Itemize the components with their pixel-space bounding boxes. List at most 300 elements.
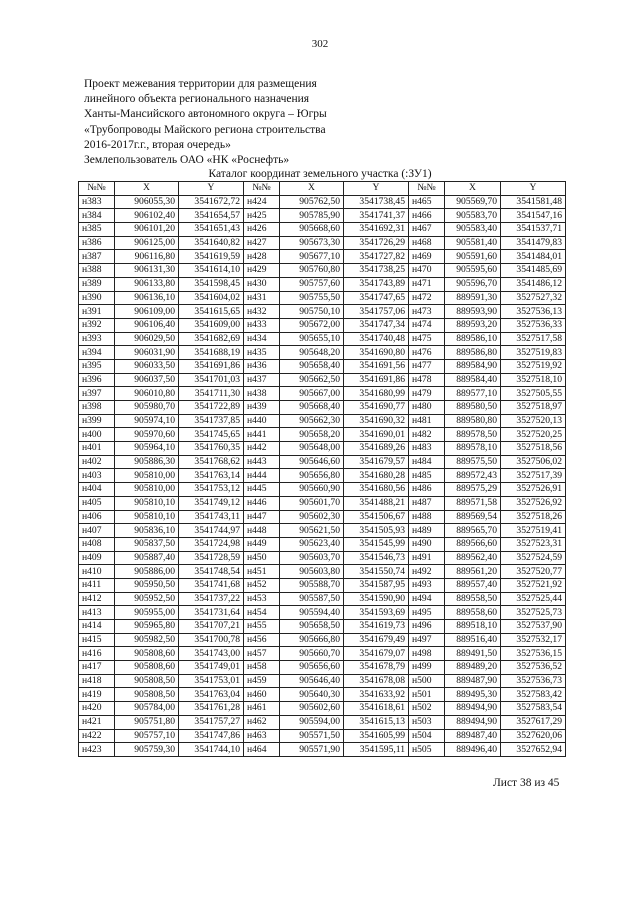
table-row xyxy=(79,647,566,661)
y-coordinate-cell: 3541761,28 xyxy=(179,702,244,716)
table-row xyxy=(79,277,566,291)
x-coordinate-cell: 905581,40 xyxy=(445,236,501,250)
table-row xyxy=(79,455,566,469)
point-id-cell: н480 xyxy=(409,401,445,415)
y-coordinate-cell: 3527536,13 xyxy=(501,305,566,319)
point-id-cell: н452 xyxy=(244,578,280,592)
point-id-cell: н433 xyxy=(244,318,280,332)
point-id-cell: н383 xyxy=(79,195,115,209)
table-row xyxy=(79,401,566,415)
point-id-cell: н430 xyxy=(244,277,280,291)
x-coordinate-cell: 906133,80 xyxy=(115,277,179,291)
point-id-cell: н432 xyxy=(244,305,280,319)
column-header: Y xyxy=(344,182,409,196)
y-coordinate-cell: 3541690,77 xyxy=(344,401,409,415)
point-id-cell: н475 xyxy=(409,332,445,346)
x-coordinate-cell: 889571,58 xyxy=(445,496,501,510)
y-coordinate-cell: 3541690,01 xyxy=(344,428,409,442)
point-id-cell: н402 xyxy=(79,455,115,469)
y-coordinate-cell: 3541688,19 xyxy=(179,346,244,360)
y-coordinate-cell: 3541691,86 xyxy=(344,373,409,387)
point-id-cell: н436 xyxy=(244,359,280,373)
y-coordinate-cell: 3527536,33 xyxy=(501,318,566,332)
table-row xyxy=(79,524,566,538)
x-coordinate-cell: 905974,10 xyxy=(115,414,179,428)
x-coordinate-cell: 889580,50 xyxy=(445,401,501,415)
x-coordinate-cell: 905760,80 xyxy=(280,264,344,278)
y-coordinate-cell: 3527517,39 xyxy=(501,469,566,483)
point-id-cell: н501 xyxy=(409,688,445,702)
table-row xyxy=(79,332,566,346)
y-coordinate-cell: 3541763,04 xyxy=(179,688,244,702)
point-id-cell: н388 xyxy=(79,264,115,278)
y-coordinate-cell: 3541690,80 xyxy=(344,346,409,360)
y-coordinate-cell: 3541757,06 xyxy=(344,305,409,319)
point-id-cell: н440 xyxy=(244,414,280,428)
y-coordinate-cell: 3541747,34 xyxy=(344,318,409,332)
x-coordinate-cell: 905648,00 xyxy=(280,442,344,456)
point-id-cell: н409 xyxy=(79,551,115,565)
x-coordinate-cell: 905755,50 xyxy=(280,291,344,305)
y-coordinate-cell: 3541700,78 xyxy=(179,633,244,647)
table-row xyxy=(79,359,566,373)
point-id-cell: н434 xyxy=(244,332,280,346)
y-coordinate-cell: 3527521,92 xyxy=(501,578,566,592)
x-coordinate-cell: 889487,90 xyxy=(445,674,501,688)
point-id-cell: н469 xyxy=(409,250,445,264)
x-coordinate-cell: 905603,80 xyxy=(280,565,344,579)
table-row xyxy=(79,606,566,620)
y-coordinate-cell: 3541654,57 xyxy=(179,209,244,223)
point-id-cell: н446 xyxy=(244,496,280,510)
point-id-cell: н411 xyxy=(79,578,115,592)
x-coordinate-cell: 906037,50 xyxy=(115,373,179,387)
y-coordinate-cell: 3541748,54 xyxy=(179,565,244,579)
x-coordinate-cell: 889578,10 xyxy=(445,442,501,456)
x-coordinate-cell: 889558,60 xyxy=(445,606,501,620)
point-id-cell: н466 xyxy=(409,209,445,223)
point-id-cell: н503 xyxy=(409,715,445,729)
point-id-cell: н492 xyxy=(409,565,445,579)
x-coordinate-cell: 905595,60 xyxy=(445,264,501,278)
point-id-cell: н453 xyxy=(244,592,280,606)
x-coordinate-cell: 905583,70 xyxy=(445,209,501,223)
x-coordinate-cell: 905667,00 xyxy=(280,387,344,401)
point-id-cell: н408 xyxy=(79,537,115,551)
point-id-cell: н384 xyxy=(79,209,115,223)
y-coordinate-cell: 3541506,67 xyxy=(344,510,409,524)
table-row xyxy=(79,373,566,387)
x-coordinate-cell: 889584,90 xyxy=(445,359,501,373)
y-coordinate-cell: 3527520,25 xyxy=(501,428,566,442)
x-coordinate-cell: 905810,00 xyxy=(115,469,179,483)
x-coordinate-cell: 905751,80 xyxy=(115,715,179,729)
y-coordinate-cell: 3541640,82 xyxy=(179,236,244,250)
x-coordinate-cell: 905596,70 xyxy=(445,277,501,291)
y-coordinate-cell: 3541747,65 xyxy=(344,291,409,305)
x-coordinate-cell: 905759,30 xyxy=(115,743,179,757)
header-line: Ханты-Мансийского автономного округа – Югры xyxy=(84,108,327,121)
table-row xyxy=(79,428,566,442)
y-coordinate-cell: 3527520,77 xyxy=(501,565,566,579)
y-coordinate-cell: 3541747,86 xyxy=(179,729,244,743)
x-coordinate-cell: 889561,20 xyxy=(445,565,501,579)
x-coordinate-cell: 905785,90 xyxy=(280,209,344,223)
y-coordinate-cell: 3541753,12 xyxy=(179,483,244,497)
point-id-cell: н416 xyxy=(79,647,115,661)
x-coordinate-cell: 889586,80 xyxy=(445,346,501,360)
x-coordinate-cell: 906116,80 xyxy=(115,250,179,264)
y-coordinate-cell: 3541678,08 xyxy=(344,674,409,688)
point-id-cell: н479 xyxy=(409,387,445,401)
x-coordinate-cell: 905656,80 xyxy=(280,469,344,483)
point-id-cell: н477 xyxy=(409,359,445,373)
x-coordinate-cell: 889577,10 xyxy=(445,387,501,401)
x-coordinate-cell: 905662,30 xyxy=(280,414,344,428)
x-coordinate-cell: 905601,70 xyxy=(280,496,344,510)
y-coordinate-cell: 3541737,22 xyxy=(179,592,244,606)
y-coordinate-cell: 3527527,32 xyxy=(501,291,566,305)
point-id-cell: н429 xyxy=(244,264,280,278)
y-coordinate-cell: 3527518,97 xyxy=(501,401,566,415)
point-id-cell: н423 xyxy=(79,743,115,757)
column-header: X xyxy=(280,182,344,196)
y-coordinate-cell: 3527583,54 xyxy=(501,702,566,716)
table-row xyxy=(79,715,566,729)
x-coordinate-cell: 905808,60 xyxy=(115,661,179,675)
point-id-cell: н482 xyxy=(409,428,445,442)
y-coordinate-cell: 3541731,64 xyxy=(179,606,244,620)
point-id-cell: н460 xyxy=(244,688,280,702)
point-id-cell: н396 xyxy=(79,373,115,387)
x-coordinate-cell: 889565,70 xyxy=(445,524,501,538)
y-coordinate-cell: 3527583,42 xyxy=(501,688,566,702)
x-coordinate-cell: 889575,29 xyxy=(445,483,501,497)
x-coordinate-cell: 906029,50 xyxy=(115,332,179,346)
point-id-cell: н418 xyxy=(79,674,115,688)
x-coordinate-cell: 905640,30 xyxy=(280,688,344,702)
point-id-cell: н443 xyxy=(244,455,280,469)
y-coordinate-cell: 3527518,56 xyxy=(501,442,566,456)
x-coordinate-cell: 889578,50 xyxy=(445,428,501,442)
point-id-cell: н444 xyxy=(244,469,280,483)
y-coordinate-cell: 3527617,29 xyxy=(501,715,566,729)
table-row xyxy=(79,496,566,510)
point-id-cell: н472 xyxy=(409,291,445,305)
point-id-cell: н487 xyxy=(409,496,445,510)
x-coordinate-cell: 889494,90 xyxy=(445,715,501,729)
y-coordinate-cell: 3527523,31 xyxy=(501,537,566,551)
table-body xyxy=(79,195,566,756)
x-coordinate-cell: 905808,50 xyxy=(115,674,179,688)
point-id-cell: н441 xyxy=(244,428,280,442)
table-row xyxy=(79,346,566,360)
x-coordinate-cell: 889562,40 xyxy=(445,551,501,565)
x-coordinate-cell: 889591,30 xyxy=(445,291,501,305)
x-coordinate-cell: 905656,60 xyxy=(280,661,344,675)
y-coordinate-cell: 3527536,15 xyxy=(501,647,566,661)
y-coordinate-cell: 3541690,32 xyxy=(344,414,409,428)
y-coordinate-cell: 3541743,11 xyxy=(179,510,244,524)
point-id-cell: н498 xyxy=(409,647,445,661)
x-coordinate-cell: 905583,40 xyxy=(445,223,501,237)
y-coordinate-cell: 3541672,72 xyxy=(179,195,244,209)
point-id-cell: н456 xyxy=(244,633,280,647)
table-row xyxy=(79,620,566,634)
x-coordinate-cell: 905658,20 xyxy=(280,428,344,442)
x-coordinate-cell: 889518,10 xyxy=(445,620,501,634)
point-id-cell: н421 xyxy=(79,715,115,729)
point-id-cell: н413 xyxy=(79,606,115,620)
point-id-cell: н389 xyxy=(79,277,115,291)
point-id-cell: н489 xyxy=(409,524,445,538)
y-coordinate-cell: 3541484,01 xyxy=(501,250,566,264)
y-coordinate-cell: 3527526,91 xyxy=(501,483,566,497)
table-row xyxy=(79,729,566,743)
point-id-cell: н494 xyxy=(409,592,445,606)
x-coordinate-cell: 906109,00 xyxy=(115,305,179,319)
point-id-cell: н417 xyxy=(79,661,115,675)
point-id-cell: н483 xyxy=(409,442,445,456)
x-coordinate-cell: 905886,00 xyxy=(115,565,179,579)
y-coordinate-cell: 3541679,57 xyxy=(344,455,409,469)
y-coordinate-cell: 3541722,89 xyxy=(179,401,244,415)
x-coordinate-cell: 889516,40 xyxy=(445,633,501,647)
x-coordinate-cell: 889593,20 xyxy=(445,318,501,332)
point-id-cell: н438 xyxy=(244,387,280,401)
column-header: X xyxy=(115,182,179,196)
x-coordinate-cell: 889558,50 xyxy=(445,592,501,606)
point-id-cell: н410 xyxy=(79,565,115,579)
y-coordinate-cell: 3541743,00 xyxy=(179,647,244,661)
table-row xyxy=(79,743,566,757)
y-coordinate-cell: 3527519,92 xyxy=(501,359,566,373)
y-coordinate-cell: 3541737,85 xyxy=(179,414,244,428)
y-coordinate-cell: 3541740,48 xyxy=(344,332,409,346)
point-id-cell: н471 xyxy=(409,277,445,291)
x-coordinate-cell: 905621,50 xyxy=(280,524,344,538)
x-coordinate-cell: 889566,60 xyxy=(445,537,501,551)
x-coordinate-cell: 906136,10 xyxy=(115,291,179,305)
point-id-cell: н447 xyxy=(244,510,280,524)
x-coordinate-cell: 905810,00 xyxy=(115,483,179,497)
y-coordinate-cell: 3527517,58 xyxy=(501,332,566,346)
x-coordinate-cell: 905658,50 xyxy=(280,620,344,634)
x-coordinate-cell: 905646,40 xyxy=(280,674,344,688)
x-coordinate-cell: 905662,50 xyxy=(280,373,344,387)
point-id-cell: н405 xyxy=(79,496,115,510)
table-row xyxy=(79,442,566,456)
y-coordinate-cell: 3541595,11 xyxy=(344,743,409,757)
y-coordinate-cell: 3541768,62 xyxy=(179,455,244,469)
table-row xyxy=(79,318,566,332)
y-coordinate-cell: 3541590,90 xyxy=(344,592,409,606)
y-coordinate-cell: 3541615,65 xyxy=(179,305,244,319)
y-coordinate-cell: 3541741,68 xyxy=(179,578,244,592)
point-id-cell: н484 xyxy=(409,455,445,469)
x-coordinate-cell: 906125,00 xyxy=(115,236,179,250)
y-coordinate-cell: 3541615,13 xyxy=(344,715,409,729)
y-coordinate-cell: 3541488,21 xyxy=(344,496,409,510)
y-coordinate-cell: 3541682,69 xyxy=(179,332,244,346)
y-coordinate-cell: 3541741,37 xyxy=(344,209,409,223)
table-row xyxy=(79,674,566,688)
x-coordinate-cell: 905672,00 xyxy=(280,318,344,332)
point-id-cell: н391 xyxy=(79,305,115,319)
x-coordinate-cell: 889494,90 xyxy=(445,702,501,716)
point-id-cell: н412 xyxy=(79,592,115,606)
y-coordinate-cell: 3541605,99 xyxy=(344,729,409,743)
x-coordinate-cell: 905757,10 xyxy=(115,729,179,743)
x-coordinate-cell: 905648,20 xyxy=(280,346,344,360)
x-coordinate-cell: 905677,10 xyxy=(280,250,344,264)
point-id-cell: н462 xyxy=(244,715,280,729)
x-coordinate-cell: 905673,30 xyxy=(280,236,344,250)
y-coordinate-cell: 3541593,69 xyxy=(344,606,409,620)
y-coordinate-cell: 3541757,27 xyxy=(179,715,244,729)
table-row xyxy=(79,414,566,428)
point-id-cell: н386 xyxy=(79,236,115,250)
x-coordinate-cell: 905965,80 xyxy=(115,620,179,634)
y-coordinate-cell: 3541743,89 xyxy=(344,277,409,291)
table-row xyxy=(79,223,566,237)
x-coordinate-cell: 906102,40 xyxy=(115,209,179,223)
x-coordinate-cell: 905810,10 xyxy=(115,496,179,510)
x-coordinate-cell: 905660,90 xyxy=(280,483,344,497)
y-coordinate-cell: 3527518,26 xyxy=(501,510,566,524)
x-coordinate-cell: 889557,40 xyxy=(445,578,501,592)
y-coordinate-cell: 3527536,73 xyxy=(501,674,566,688)
y-coordinate-cell: 3527519,41 xyxy=(501,524,566,538)
y-coordinate-cell: 3541485,69 xyxy=(501,264,566,278)
column-header: №№ xyxy=(79,182,115,196)
x-coordinate-cell: 905887,40 xyxy=(115,551,179,565)
point-id-cell: н427 xyxy=(244,236,280,250)
x-coordinate-cell: 905571,50 xyxy=(280,729,344,743)
x-coordinate-cell: 905668,60 xyxy=(280,223,344,237)
point-id-cell: н478 xyxy=(409,373,445,387)
y-coordinate-cell: 3527532,17 xyxy=(501,633,566,647)
point-id-cell: н504 xyxy=(409,729,445,743)
point-id-cell: н458 xyxy=(244,661,280,675)
y-coordinate-cell: 3527525,73 xyxy=(501,606,566,620)
x-coordinate-cell: 905603,70 xyxy=(280,551,344,565)
point-id-cell: н399 xyxy=(79,414,115,428)
point-id-cell: н451 xyxy=(244,565,280,579)
header-line: Проект межевания территории для размещения xyxy=(84,78,317,90)
x-coordinate-cell: 889496,40 xyxy=(445,743,501,757)
y-coordinate-cell: 3527537,90 xyxy=(501,620,566,634)
point-id-cell: н495 xyxy=(409,606,445,620)
y-coordinate-cell: 3541680,56 xyxy=(344,483,409,497)
point-id-cell: н465 xyxy=(409,195,445,209)
column-header: Y xyxy=(179,182,244,196)
x-coordinate-cell: 889569,54 xyxy=(445,510,501,524)
point-id-cell: н455 xyxy=(244,620,280,634)
x-coordinate-cell: 889489,20 xyxy=(445,661,501,675)
point-id-cell: н467 xyxy=(409,223,445,237)
x-coordinate-cell: 906031,90 xyxy=(115,346,179,360)
point-id-cell: н426 xyxy=(244,223,280,237)
point-id-cell: н497 xyxy=(409,633,445,647)
x-coordinate-cell: 905571,90 xyxy=(280,743,344,757)
x-coordinate-cell: 905836,10 xyxy=(115,524,179,538)
table-row xyxy=(79,236,566,250)
x-coordinate-cell: 889584,40 xyxy=(445,373,501,387)
y-coordinate-cell: 3541550,74 xyxy=(344,565,409,579)
point-id-cell: н393 xyxy=(79,332,115,346)
x-coordinate-cell: 905757,60 xyxy=(280,277,344,291)
point-id-cell: н485 xyxy=(409,469,445,483)
y-coordinate-cell: 3541744,97 xyxy=(179,524,244,538)
table-row xyxy=(79,305,566,319)
point-id-cell: н400 xyxy=(79,428,115,442)
y-coordinate-cell: 3541689,26 xyxy=(344,442,409,456)
point-id-cell: н439 xyxy=(244,401,280,415)
x-coordinate-cell: 905810,10 xyxy=(115,510,179,524)
point-id-cell: н496 xyxy=(409,620,445,634)
point-id-cell: н505 xyxy=(409,743,445,757)
table-row xyxy=(79,250,566,264)
point-id-cell: н464 xyxy=(244,743,280,757)
x-coordinate-cell: 889572,43 xyxy=(445,469,501,483)
x-coordinate-cell: 906131,30 xyxy=(115,264,179,278)
point-id-cell: н491 xyxy=(409,551,445,565)
x-coordinate-cell: 905808,60 xyxy=(115,647,179,661)
point-id-cell: н401 xyxy=(79,442,115,456)
table-row xyxy=(79,469,566,483)
table-row xyxy=(79,578,566,592)
x-coordinate-cell: 905569,70 xyxy=(445,195,501,209)
page-number: 302 xyxy=(311,38,329,50)
x-coordinate-cell: 905646,60 xyxy=(280,455,344,469)
x-coordinate-cell: 889586,10 xyxy=(445,332,501,346)
table-row xyxy=(79,510,566,524)
point-id-cell: н390 xyxy=(79,291,115,305)
y-coordinate-cell: 3541587,95 xyxy=(344,578,409,592)
x-coordinate-cell: 905623,40 xyxy=(280,537,344,551)
column-header: Y xyxy=(501,182,566,196)
y-coordinate-cell: 3541614,10 xyxy=(179,264,244,278)
point-id-cell: н490 xyxy=(409,537,445,551)
y-coordinate-cell: 3527520,13 xyxy=(501,414,566,428)
y-coordinate-cell: 3541745,65 xyxy=(179,428,244,442)
y-coordinate-cell: 3527652,94 xyxy=(501,743,566,757)
point-id-cell: н448 xyxy=(244,524,280,538)
document-header xyxy=(84,77,327,168)
y-coordinate-cell: 3527536,52 xyxy=(501,661,566,675)
table-row xyxy=(79,551,566,565)
point-id-cell: н385 xyxy=(79,223,115,237)
table-row xyxy=(79,264,566,278)
y-coordinate-cell: 3541619,59 xyxy=(179,250,244,264)
point-id-cell: н437 xyxy=(244,373,280,387)
coordinates-table xyxy=(78,181,566,757)
point-id-cell: н499 xyxy=(409,661,445,675)
point-id-cell: н493 xyxy=(409,578,445,592)
x-coordinate-cell: 905784,00 xyxy=(115,702,179,716)
point-id-cell: н463 xyxy=(244,729,280,743)
x-coordinate-cell: 905808,50 xyxy=(115,688,179,702)
y-coordinate-cell: 3541724,98 xyxy=(179,537,244,551)
point-id-cell: н392 xyxy=(79,318,115,332)
table-row xyxy=(79,688,566,702)
y-coordinate-cell: 3527525,44 xyxy=(501,592,566,606)
x-coordinate-cell: 889491,50 xyxy=(445,647,501,661)
point-id-cell: н406 xyxy=(79,510,115,524)
x-coordinate-cell: 889495,30 xyxy=(445,688,501,702)
point-id-cell: н415 xyxy=(79,633,115,647)
